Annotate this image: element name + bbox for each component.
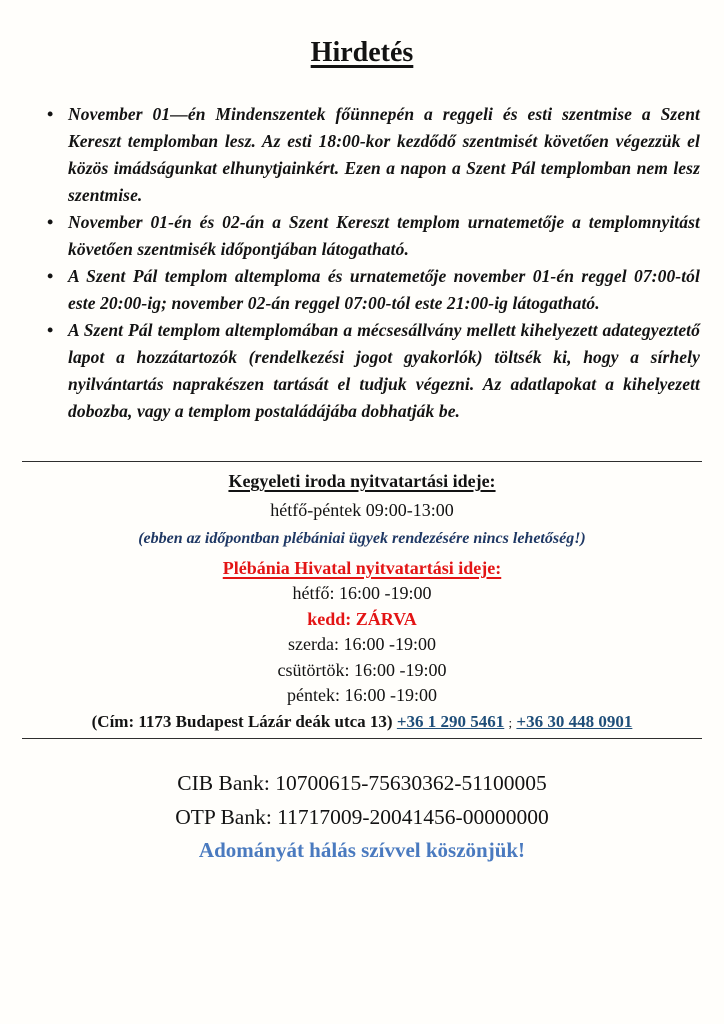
bullet-icon: •: [47, 212, 54, 232]
memorial-office-hours: hétfő-péntek 09:00-13:00: [270, 500, 454, 520]
bank-account-cib: CIB Bank: 10700615-75630362-51100005: [177, 770, 547, 795]
announcement-item: [47, 263, 700, 317]
announcement-list: [0, 101, 724, 425]
donation-section: [0, 770, 724, 863]
parish-hours-tuesday-closed: kedd: ZÁRVA: [307, 608, 417, 629]
office-hours-section: [0, 468, 724, 735]
parish-hours-monday: hétfő: 16:00 -19:00: [292, 583, 432, 603]
parish-office-heading: Plébánia Hivatal nyitvatartási ideje:: [222, 558, 502, 578]
announcement-text: A Szent Pál templom altemplomában a mécsesállvány mellett kihelyezett adategyeztető lapot a hozzátartozók (rendelkezési jogot gyakorlók) töltsék ki, hogy a sírhely nyilvántartás naprakészen tartását el tudjuk végezni. Az adatlapokat a kihelyezett dobozba, vagy a templom postaládájába dobhatják be.: [68, 320, 700, 421]
announcement-item: [47, 101, 700, 209]
section-divider-top: [22, 461, 702, 462]
bullet-icon: •: [47, 320, 54, 340]
thanks-message: Adományát hálás szívvel köszönjük!: [198, 837, 526, 862]
bank-account-otp: OTP Bank: 11717009-20041456-00000000: [175, 804, 549, 829]
page-title: Hirdetés: [310, 37, 414, 68]
section-divider-bottom: [22, 738, 702, 739]
announcement-item: [47, 317, 700, 425]
announcement-item: [47, 209, 700, 263]
parish-address: (Cím: 1173 Budapest Lázár deák utca 13): [91, 711, 393, 731]
memorial-office-note: (ebben az időpontban plébániai ügyek rendezésére nincs lehetőség!): [138, 530, 586, 547]
phone-separator: ;: [508, 714, 513, 730]
bullet-icon: •: [47, 104, 54, 124]
announcement-text: A Szent Pál templom altemploma és urnatemetője november 01-én reggel 07:00-tól este 20:00-ig; november 02-án reggel 07:00-tól este 21:00-ig látogatható.: [68, 266, 700, 313]
parish-hours-friday: péntek: 16:00 -19:00: [287, 685, 437, 706]
parish-hours-wednesday: szerda: 16:00 -19:00: [288, 634, 436, 655]
phone-link-mobile[interactable]: +36 30 448 0901: [516, 711, 633, 731]
phone-link-landline[interactable]: +36 1 290 5461: [396, 711, 505, 731]
announcement-text: November 01-én és 02-án a Szent Kereszt templom urnatemetője a templomnyitást követően szentmisék időpontjában látogatható.: [68, 212, 700, 259]
bullet-icon: •: [47, 266, 54, 286]
memorial-office-heading: Kegyeleti iroda nyitvatartási ideje:: [228, 471, 496, 491]
parish-hours-thursday: csütörtök: 16:00 -19:00: [277, 659, 447, 680]
address-line: [0, 709, 724, 735]
announcement-text: November 01—én Mindenszentek főünnepén a reggeli és esti szentmise a Szent Kereszt templomban lesz. Az esti 18:00-kor kezdődő szentmisét követően végezzük el közös imádságunkat elhunytjainkért. Ezen a napon a Szent Pál templomban nem lesz szentmise.: [68, 104, 700, 205]
